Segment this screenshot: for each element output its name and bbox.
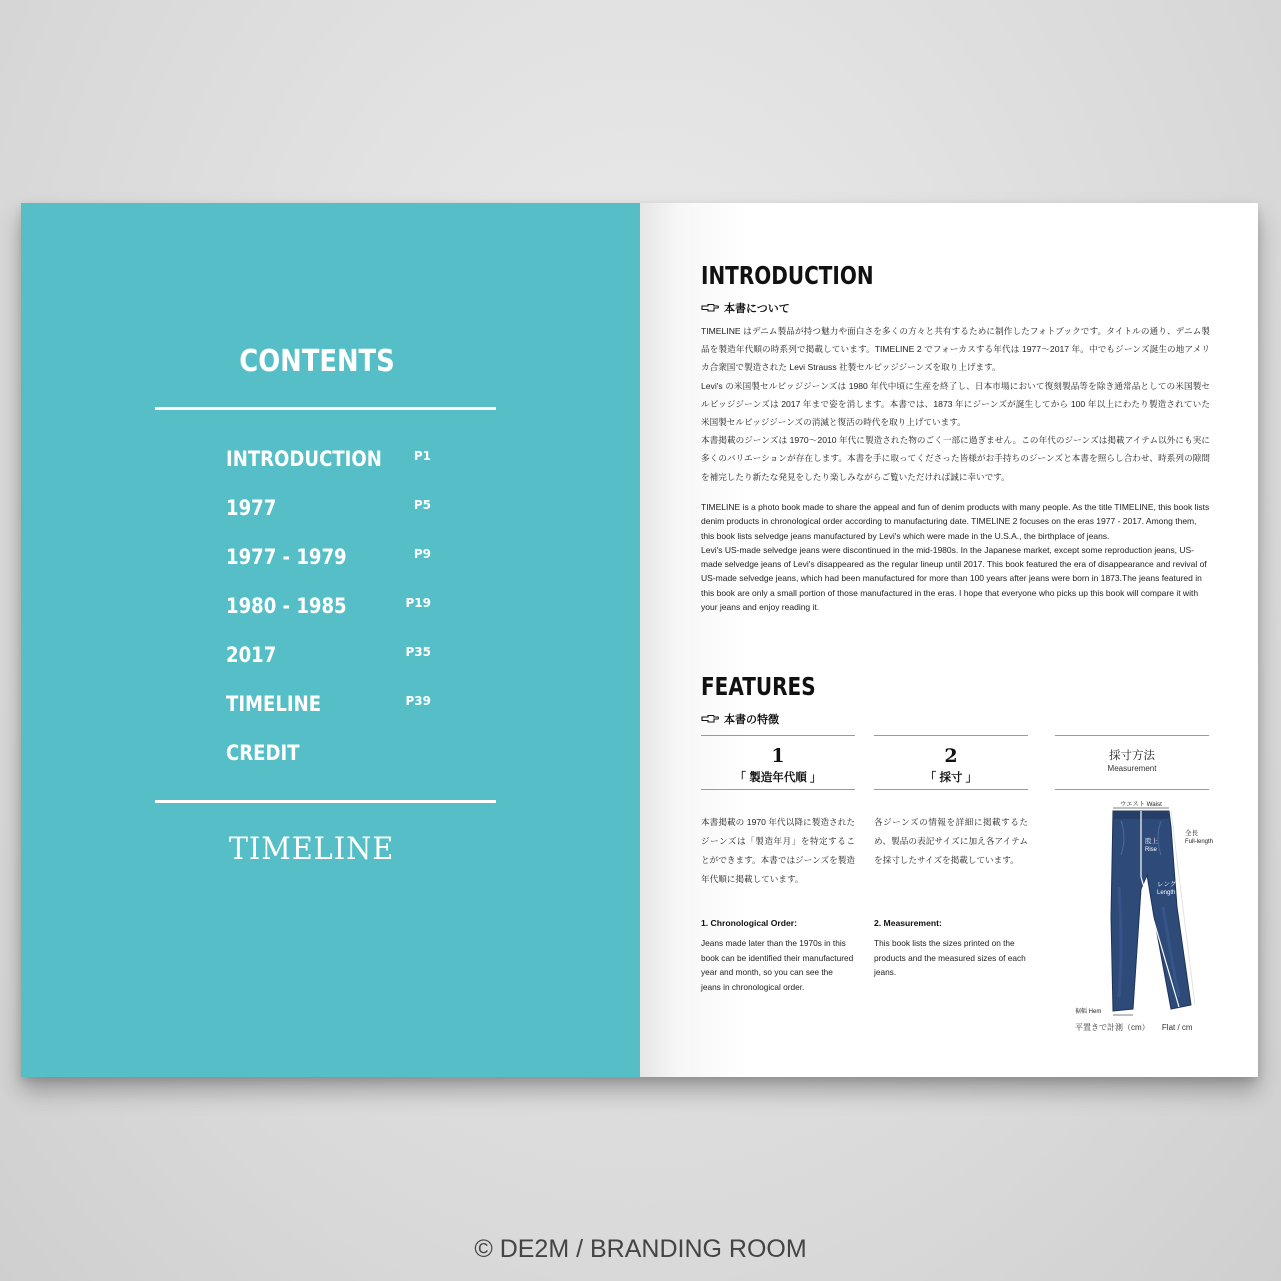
full-length-label-jp: 全長 [1185, 830, 1198, 837]
feature-jp-text: 本書掲載の 1970 年代以降に製造されたジーンズは「製造年月」を特定することができます。本書ではジーンズを製造年代順に掲載しています。 [701, 817, 855, 884]
intro-en-paragraph: Levi's US-made selvedge jeans were discontinued in the mid-1980s. In the Japanese market, except some reproduction jeans, US-made selvedge jeans of Levi's disappeared as the regular lineup until 2017. This book featured the era of disappearance and revival of US-made selvedge jeans, which had been manufactured for more than 100 years after jeans were born in 1873.The jeans featured in this book are only a small portion of those manufactured in the eras. I hope that everyone who picks up this book will compare it with your jeans and enjoy reading it. [701, 544, 1207, 613]
toc-item-page: P1 [413, 449, 431, 463]
toc-item-label: TIMELINE [226, 692, 322, 716]
column-top-rule [1055, 735, 1209, 736]
column-bottom-rule [1055, 789, 1209, 790]
intro-en-paragraph: TIMELINE is a photo book made to share the appeal and fun of denim products with many people. As the title TIMELINE, this book lists denim products in chronological order according to manufacturing date. TIMELINE 2 focuses on the eras 1977 - 2017. Among them, this book lists selvedge jeans manufactured by Levi's which were made in the U.S.A., the birthplace of jeans. [701, 502, 1210, 541]
toc-item-label: INTRODUCTION [226, 447, 382, 471]
column-top-rule [701, 735, 855, 736]
rise-label-en: Rise [1145, 847, 1158, 853]
features-subheading [701, 711, 779, 727]
introduction-subheading [701, 300, 790, 316]
measurement-title: 採寸方法 [1109, 750, 1155, 762]
toc-item-page: P9 [413, 547, 431, 561]
introduction-subheading-text: 本書について [724, 303, 790, 315]
contents-top-rule [155, 407, 496, 410]
length-label-jp: レングス [1157, 881, 1183, 888]
feature-name: 「 採寸 」 [924, 772, 978, 784]
jeans-measurement-illustration [1061, 797, 1214, 1023]
features-heading: FEATURES [701, 672, 816, 701]
introduction-jp-text [701, 322, 1210, 486]
pointing-hand-icon [701, 303, 719, 313]
toc-item[interactable] [226, 643, 436, 673]
column-bottom-rule [701, 789, 855, 790]
waist-label: ウエスト Waist [1120, 801, 1162, 808]
measurement-subtitle: Measurement [1107, 764, 1157, 773]
measurement-footnote-jp: 平置きで計測（cm） [1075, 1023, 1150, 1032]
toc-item[interactable] [226, 594, 436, 624]
feature-name: 「 製造年代順 」 [734, 772, 822, 784]
feature-jp-text: 各ジーンズの情報を詳細に掲載するため、製品の表記サイズに加え各アイテムを採寸したサイズを掲載しています。 [874, 817, 1028, 865]
contents-page [21, 203, 640, 1077]
toc-item-label: 1980 - 1985 [226, 594, 347, 618]
copyright-footer: © DE2M / BRANDING ROOM [474, 1235, 807, 1263]
hem-label: 裾幅 Hem [1075, 1009, 1102, 1015]
measurement-footnote [1055, 1022, 1241, 1033]
toc-item[interactable] [226, 692, 436, 722]
toc-item-label: 1977 - 1979 [226, 545, 347, 569]
introduction-en-text [701, 500, 1210, 614]
feature-en-title: 2. Measurement: [874, 918, 942, 928]
contents-title: CONTENTS [239, 344, 395, 379]
toc-item-page: P35 [405, 645, 431, 659]
column-bottom-rule [874, 789, 1028, 790]
timeline-wordmark: TIMELINE [228, 831, 395, 867]
introduction-heading: INTRODUCTION [701, 261, 874, 290]
toc-item-label: 1977 [226, 496, 277, 520]
full-length-label-en: Full-length [1185, 839, 1214, 845]
intro-jp-paragraph: TIMELINE はデニム製品が持つ魅力や面白さを多くの方々と共有するために制作したフォトブックです。タイトルの通り、デニム製品を製造年代順の時系列で掲載しています。TIMELINE 2 でフォーカスする年代は 1977〜2017 年。中でもジーンズ誕生の地アメリカ合衆国で製造された Levi Strauss 社製セルビッジジーンズを取り上げます。 [701, 326, 1210, 373]
column-top-rule [874, 735, 1028, 736]
length-label-en: Length [1157, 890, 1176, 896]
measurement-footnote-en: Flat / cm [1161, 1023, 1193, 1032]
toc-item[interactable] [226, 496, 436, 526]
feature-number: 2 [944, 745, 958, 767]
toc-item-page: P19 [405, 596, 431, 610]
book-spread [21, 203, 1258, 1077]
toc-item[interactable] [226, 741, 436, 771]
toc-item[interactable] [226, 447, 436, 477]
features-subheading-text: 本書の特徴 [724, 714, 779, 726]
intro-jp-paragraph: Levi's の米国製セルビッジジーンズは 1980 年代中頃に生産を終了し、日本市場において復刻製品等を除き通常品としての米国製セルビッジジーンズは 2017 年まで姿を消します。本書では、1873 年にジーンズが誕生してから 100 年以上にわたり製造されていた米国製セルビッジジーンズの消滅と復活の時代を取り上げています。 [701, 380, 1210, 428]
toc-item-page: P5 [413, 498, 431, 512]
feature-en-text: This book lists the sizes printed on the products and the measured sizes of each jeans. [874, 938, 1026, 977]
toc-item-page: P39 [405, 694, 431, 708]
toc-item-label: CREDIT [226, 741, 300, 765]
feature-number: 1 [771, 745, 785, 767]
feature-en-text: Jeans made later than the 1970s in this book can be identified their manufactured year and month, so you can see the jeans in chronological order. [701, 938, 854, 992]
feature-en-title: 1. Chronological Order: [701, 918, 797, 928]
toc-item[interactable] [226, 545, 436, 575]
rise-label-jp: 股上 [1145, 838, 1158, 845]
intro-jp-paragraph: 本書掲載のジーンズは 1970〜2010 年代に製造された物のごく一部に過ぎません。この年代のジーンズは掲載アイテム以外にも実に多くのバリエーションが存在します。本書を手に取ってくださった皆様がお手持ちのジーンズと本書を照らし合わせ、時系列の隙間を補完したり新たな発見をしたり楽しみながらご覧いただければ誠に幸いです。 [701, 435, 1210, 482]
pointing-hand-icon [701, 714, 719, 724]
contents-bottom-rule [155, 800, 496, 803]
introduction-page [640, 203, 1258, 1077]
toc-item-label: 2017 [226, 643, 277, 667]
